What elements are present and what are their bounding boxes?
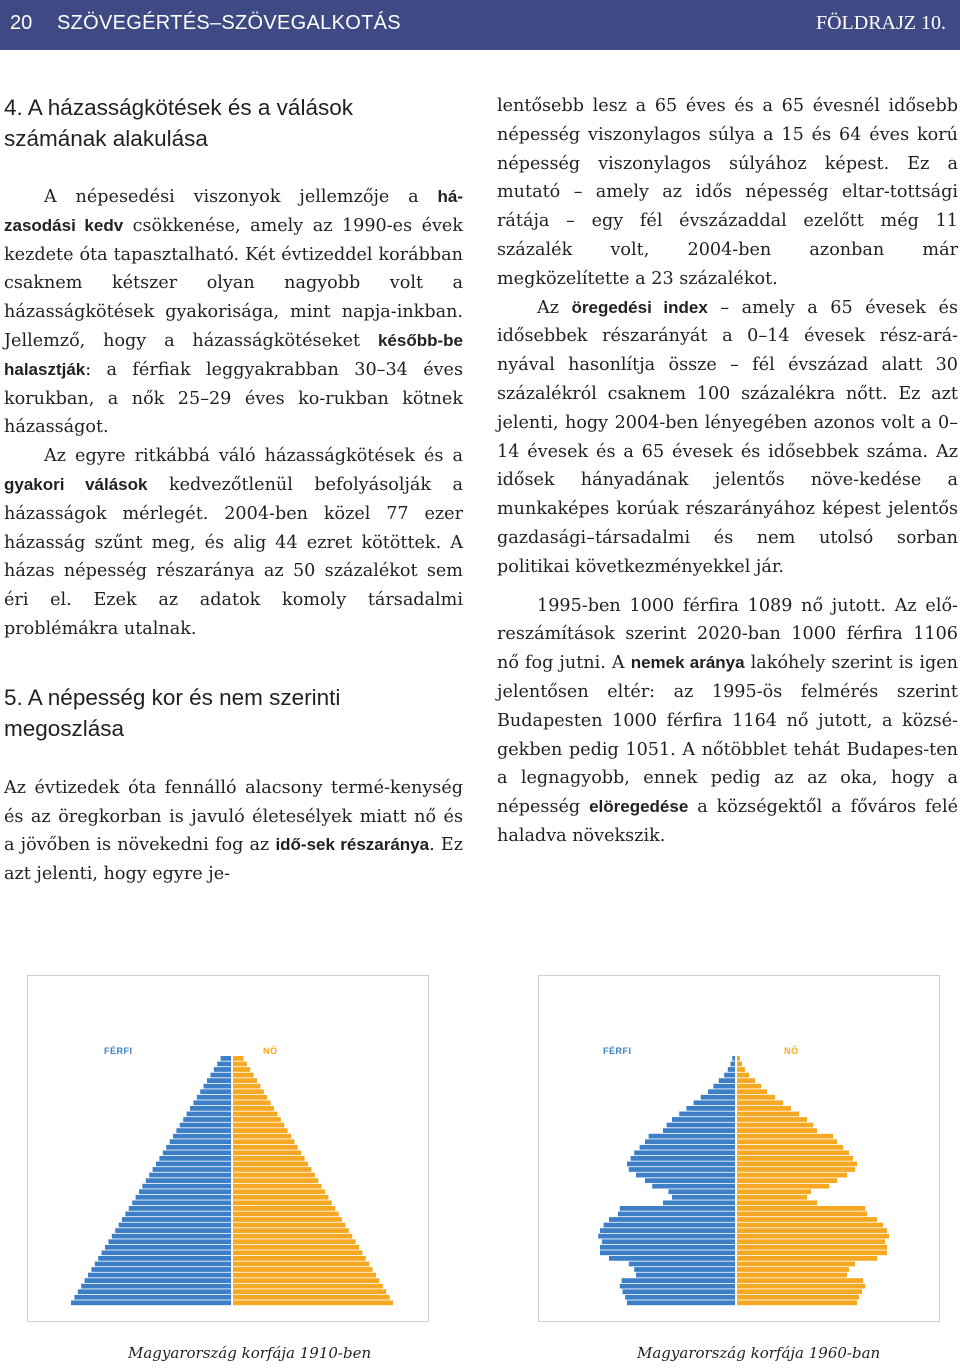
male-age-bar — [623, 1289, 736, 1294]
male-age-bar — [122, 1217, 231, 1222]
female-age-bar — [737, 1073, 749, 1078]
female-age-bar — [233, 1267, 373, 1272]
female-legend: NŐ — [263, 1046, 278, 1056]
male-age-bar — [622, 1278, 735, 1283]
female-age-bar — [737, 1100, 783, 1105]
female-age-bar — [233, 1206, 335, 1211]
female-age-bar — [233, 1150, 301, 1155]
text-run: csökkenése, amely az 1990-es évek kezdete óta tapasztalható. Két évtizeddel korábban csaknem kétszer olyan nagyobb volt a házasságkötések gyakorisága, mint napja-inkban. Jellemző, hogy a házasságkötéseket — [4, 215, 464, 351]
female-age-bar — [233, 1250, 362, 1255]
male-age-bar — [190, 1106, 231, 1111]
female-age-bar — [737, 1117, 807, 1122]
female-age-bar — [233, 1239, 356, 1244]
female-age-bar — [233, 1256, 366, 1261]
female-age-bar — [233, 1284, 383, 1289]
male-age-bar — [602, 1239, 735, 1244]
female-age-bar — [233, 1234, 352, 1239]
male-age-bar — [221, 1056, 231, 1061]
male-age-bar — [207, 1078, 231, 1083]
female-age-bar — [737, 1123, 813, 1128]
female-age-bar — [737, 1067, 745, 1072]
female-age-bar — [233, 1100, 271, 1105]
male-age-bar — [724, 1073, 735, 1078]
male-age-bar — [159, 1156, 231, 1161]
female-age-bar — [737, 1128, 817, 1133]
male-age-bar — [129, 1206, 231, 1211]
female-age-bar — [233, 1212, 339, 1217]
male-age-bar — [170, 1139, 231, 1144]
female-age-bar — [233, 1067, 250, 1072]
female-age-bar — [737, 1300, 857, 1305]
key-term: elöregedése — [589, 797, 689, 817]
female-age-bar — [233, 1200, 332, 1205]
male-age-bar — [71, 1300, 231, 1305]
male-legend: FÉRFI — [104, 1046, 133, 1056]
female-age-bar — [737, 1200, 817, 1205]
text-run: Az egyre ritkábbá váló házasságkötések és a — [44, 446, 463, 467]
female-age-bar — [737, 1178, 837, 1183]
female-age-bar — [737, 1089, 767, 1094]
male-age-bar — [668, 1189, 735, 1194]
male-age-bar — [173, 1134, 231, 1139]
male-age-bar — [645, 1139, 735, 1144]
female-age-bar — [233, 1295, 390, 1300]
male-age-bar — [701, 1095, 735, 1100]
male-age-bar — [142, 1184, 231, 1189]
female-age-bar — [233, 1156, 305, 1161]
pyramid-graphic — [28, 976, 428, 1321]
male-legend: FÉRFI — [603, 1046, 632, 1056]
male-age-bar — [166, 1145, 231, 1150]
male-age-bar — [600, 1250, 735, 1255]
text-run: . Ez azt jelenti, hogy egyre je- — [4, 835, 463, 885]
female-age-bar — [233, 1073, 254, 1078]
male-age-bar — [731, 1062, 736, 1067]
male-age-bar — [600, 1245, 735, 1250]
female-age-bar — [233, 1195, 328, 1200]
male-age-bar — [649, 1134, 735, 1139]
female-age-bar — [737, 1112, 799, 1117]
male-age-bar — [652, 1184, 735, 1189]
paragraph — [4, 442, 463, 644]
male-age-bar — [98, 1256, 231, 1261]
figure-caption: Magyarország korfája 1960-ban — [637, 1344, 881, 1362]
female-age-bar — [233, 1273, 376, 1278]
male-age-bar — [91, 1267, 231, 1272]
male-age-bar — [719, 1078, 735, 1083]
male-age-bar — [88, 1273, 231, 1278]
female-age-bar — [233, 1117, 281, 1122]
male-age-bar — [631, 1156, 735, 1161]
left-column — [4, 92, 463, 889]
female-age-bar — [737, 1239, 885, 1244]
male-age-bar — [176, 1128, 231, 1133]
male-age-bar — [153, 1167, 231, 1172]
female-age-bar — [737, 1139, 837, 1144]
male-age-bar — [679, 1112, 735, 1117]
male-age-bar — [146, 1178, 231, 1183]
male-age-bar — [132, 1200, 231, 1205]
paragraph — [497, 294, 958, 582]
female-age-bar — [737, 1217, 877, 1222]
male-age-bar — [139, 1189, 231, 1194]
female-age-bar — [737, 1106, 791, 1111]
male-age-bar — [672, 1195, 735, 1200]
male-age-bar — [136, 1195, 231, 1200]
female-age-bar — [737, 1156, 853, 1161]
female-age-bar — [233, 1112, 277, 1117]
text-run: lakóhely szerint is igen jelentősen eltér: az 1995-ös felmérés szerint Budapesten 1000 férfira 1164 nő jutott, a közsé-gekben pedig 1051. A nőtöbblet tehát Budapes-ten a legnagyobb, ennek pedig az az oka, hogy a népesség — [497, 653, 958, 818]
page-header — [0, 0, 960, 50]
text-run: A népesedési viszonyok jellemzője a — [44, 187, 438, 207]
male-age-bar — [645, 1178, 735, 1183]
male-age-bar — [197, 1095, 231, 1100]
male-age-bar — [180, 1123, 231, 1128]
male-age-bar — [686, 1106, 735, 1111]
female-age-bar — [737, 1223, 883, 1228]
page-number: 20 — [10, 12, 33, 34]
male-age-bar — [217, 1062, 231, 1067]
male-age-bar — [78, 1289, 231, 1294]
population-pyramid-1960 — [538, 975, 940, 1322]
text-run: – amely a 65 évesek és idősebbek részarányát a 0–14 évesek rész-ará-nyával hasonlítja össze – fél évszázad alatt 30 százalékról csaknem 100 százalékra nőtt. Ez azt jelenti, hogy 2004-ben lényegében azonos volt a 0–14 évesek és a 65 évesek és idősebbek száma. Az idősek hányadának jelentős növe-kedése a munkaképes korúak részarányához képest jelentős gazdasági–társadalmi és nem utolsó sorban politikai következményekkel jár. — [497, 297, 959, 577]
male-age-bar — [694, 1100, 735, 1105]
paragraph — [497, 592, 958, 851]
male-age-bar — [210, 1073, 231, 1078]
female-age-bar — [737, 1273, 847, 1278]
male-age-bar — [95, 1262, 231, 1267]
male-age-bar — [115, 1228, 231, 1233]
female-age-bar — [233, 1223, 345, 1228]
population-pyramid-1910 — [27, 975, 429, 1322]
male-age-bar — [119, 1223, 231, 1228]
female-age-bar — [233, 1089, 264, 1094]
male-age-bar — [627, 1300, 735, 1305]
female-age-bar — [737, 1245, 887, 1250]
male-age-bar — [183, 1117, 231, 1122]
text-run: 1995-ben 1000 férfira 1089 nő jutott. Az elő-reszámítások szerint 2020-ban 1000 férfira 1106 nő fog jutni. A — [497, 595, 958, 674]
male-age-bar — [636, 1173, 735, 1178]
heading-line: számának alakulása — [4, 126, 208, 151]
text-run: : a férfiak leggyakrabban 30–34 éves korukban, a nők 25–29 éves ko-rukban kötnek házasságot. — [4, 359, 463, 438]
male-age-bar — [627, 1162, 735, 1167]
male-age-bar — [102, 1250, 231, 1255]
key-term: gyakori válások — [4, 474, 148, 494]
text-run: Az évtizedek óta fennálló alacsony termé-kenység és az öregkorban is javuló életesélyek miatt nő és a jövőben is növekedni fog az — [4, 777, 463, 856]
male-age-bar — [600, 1228, 735, 1233]
male-age-bar — [732, 1056, 735, 1061]
section-5-heading — [4, 682, 463, 744]
male-age-bar — [618, 1212, 735, 1217]
male-age-bar — [149, 1173, 231, 1178]
male-age-bar — [728, 1067, 735, 1072]
key-term: há-zasodási kedv — [4, 187, 463, 235]
male-age-bar — [713, 1084, 735, 1089]
female-age-bar — [737, 1278, 863, 1283]
female-age-bar — [233, 1145, 298, 1150]
section-4-heading — [4, 92, 463, 154]
female-age-bar — [233, 1278, 379, 1283]
female-age-bar — [233, 1078, 257, 1083]
male-age-bar — [81, 1284, 231, 1289]
female-age-bar — [233, 1184, 322, 1189]
male-age-bar — [105, 1245, 231, 1250]
female-age-bar — [737, 1189, 811, 1194]
female-age-bar — [233, 1189, 325, 1194]
text-run: Az — [537, 297, 572, 318]
text-run: a községektől a főváros felé haladva növekszik. — [497, 797, 958, 846]
male-age-bar — [204, 1084, 231, 1089]
female-age-bar — [233, 1128, 288, 1133]
female-age-bar — [737, 1062, 742, 1067]
female-age-bar — [233, 1123, 284, 1128]
female-age-bar — [233, 1139, 294, 1144]
heading-line: 4. A házasságkötések és a válások — [4, 95, 353, 120]
female-age-bar — [737, 1234, 889, 1239]
male-age-bar — [609, 1256, 735, 1261]
heading-line: megoszlása — [4, 715, 125, 741]
female-age-bar — [737, 1295, 859, 1300]
female-age-bar — [737, 1084, 761, 1089]
subject-label: FÖLDRAJZ 10. — [815, 12, 946, 34]
key-term: később-be halasztják — [4, 330, 463, 379]
pyramid-graphic — [539, 976, 939, 1321]
key-term: öregedési index — [571, 297, 708, 317]
female-age-bar — [737, 1078, 755, 1083]
male-age-bar — [663, 1128, 735, 1133]
section-title: SZÖVEGÉRTÉS–SZÖVEGALKOTÁS — [57, 12, 401, 34]
male-age-bar — [625, 1295, 735, 1300]
male-age-bar — [214, 1067, 231, 1072]
female-age-bar — [737, 1167, 855, 1172]
male-age-bar — [193, 1100, 231, 1105]
female-age-bar — [233, 1056, 243, 1061]
female-age-bar — [233, 1162, 308, 1167]
female-age-bar — [737, 1195, 807, 1200]
female-age-bar — [233, 1062, 247, 1067]
paragraph: lentősebb lesz a 65 éves és a 65 évesnél idősebb népesség viszonylagos súlya a 15 és 64 éves korú népesség viszonylagos súlyához képest. Ez a mutató – amely az idős népesség eltar-tottsági rátája – egy fél évszázaddal ezelőtt még 11 százalék volt, 2004-ben azonban már megközelítette a 23 százalékot. — [497, 96, 958, 289]
female-age-bar — [233, 1173, 315, 1178]
male-age-bar — [640, 1145, 735, 1150]
female-age-bar — [233, 1134, 291, 1139]
male-age-bar — [634, 1150, 735, 1155]
paragraph — [4, 183, 463, 442]
male-age-bar — [663, 1200, 735, 1205]
male-age-bar — [163, 1150, 231, 1155]
female-age-bar — [737, 1150, 849, 1155]
female-age-bar — [737, 1095, 775, 1100]
female-age-bar — [233, 1106, 274, 1111]
male-age-bar — [85, 1278, 231, 1283]
female-age-bar — [737, 1145, 843, 1150]
figure-caption: Magyarország korfája 1910-ben — [128, 1344, 372, 1362]
male-age-bar — [629, 1167, 735, 1172]
female-age-bar — [233, 1217, 342, 1222]
male-age-bar — [598, 1234, 735, 1239]
female-age-bar — [737, 1173, 847, 1178]
female-age-bar — [737, 1206, 865, 1211]
male-age-bar — [604, 1223, 735, 1228]
female-age-bar — [737, 1250, 887, 1255]
male-age-bar — [609, 1217, 735, 1222]
female-age-bar — [233, 1178, 318, 1183]
female-age-bar — [233, 1084, 260, 1089]
female-age-bar — [737, 1162, 857, 1167]
female-age-bar — [737, 1228, 887, 1233]
female-age-bar — [737, 1289, 862, 1294]
male-age-bar — [636, 1273, 735, 1278]
female-legend: NŐ — [784, 1046, 799, 1056]
male-age-bar — [672, 1117, 735, 1122]
heading-line: 5. A népesség kor és nem szerinti — [4, 684, 341, 710]
text-run: kedvezőtlenül befolyásolják a házasságok mérlegét. 2004-ben közel 77 ezer házasság szűnt meg, és alig 44 ezret kötöttek. A házas népesség részaránya az 50 százalékot sem éri el. Ezek az adatok komoly társadalmi problémákra utalnak. — [4, 474, 464, 639]
female-age-bar — [737, 1267, 849, 1272]
female-age-bar — [233, 1167, 311, 1172]
male-age-bar — [156, 1162, 231, 1167]
female-age-bar — [737, 1056, 740, 1061]
female-age-bar — [737, 1184, 829, 1189]
male-age-bar — [74, 1295, 231, 1300]
male-age-bar — [112, 1234, 231, 1239]
paragraph — [4, 774, 463, 889]
female-age-bar — [233, 1228, 349, 1233]
right-column — [497, 92, 958, 851]
male-age-bar — [629, 1262, 735, 1267]
male-age-bar — [200, 1089, 231, 1094]
female-age-bar — [233, 1300, 393, 1305]
male-age-bar — [634, 1267, 735, 1272]
male-age-bar — [187, 1112, 231, 1117]
male-age-bar — [708, 1089, 735, 1094]
key-term: nemek aránya — [630, 653, 745, 673]
male-age-bar — [620, 1206, 735, 1211]
female-age-bar — [233, 1262, 369, 1267]
female-age-bar — [737, 1256, 877, 1261]
female-age-bar — [737, 1134, 833, 1139]
female-age-bar — [233, 1289, 386, 1294]
male-age-bar — [667, 1123, 735, 1128]
male-age-bar — [125, 1212, 231, 1217]
female-age-bar — [737, 1212, 867, 1217]
male-age-bar — [620, 1284, 735, 1289]
female-age-bar — [233, 1245, 359, 1250]
female-age-bar — [233, 1095, 267, 1100]
male-age-bar — [108, 1239, 231, 1244]
female-age-bar — [737, 1262, 855, 1267]
female-age-bar — [737, 1284, 865, 1289]
key-term: idő-sek részaránya — [275, 835, 430, 855]
